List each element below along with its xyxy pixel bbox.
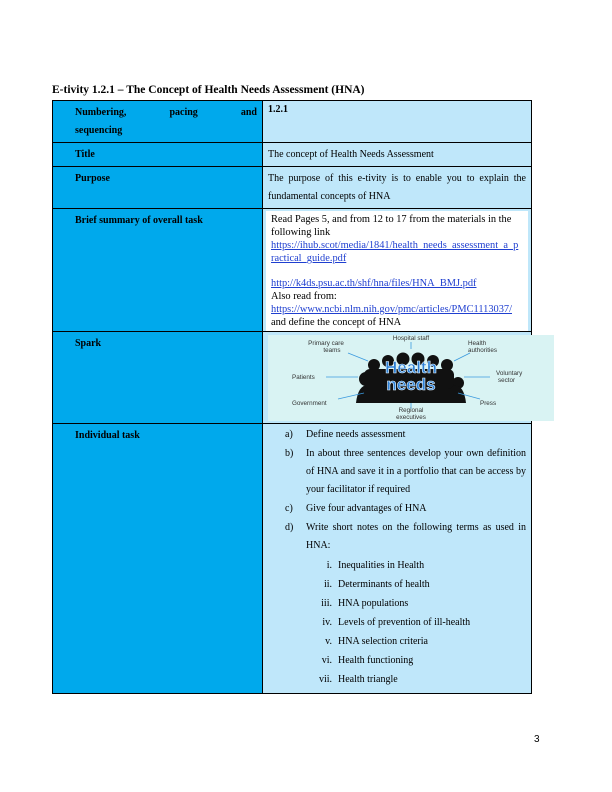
- label-government: Government: [292, 400, 327, 407]
- row-individual-task: [53, 424, 532, 694]
- list-item: [268, 651, 526, 670]
- row-spark: [53, 332, 532, 424]
- task-text: In about three sentences develop your own definition of HNA and save it in a portfolio that can be access by your facilitator if required: [306, 448, 526, 495]
- spark-label: Spark: [53, 332, 263, 424]
- label-health-authorities-2: authorities: [468, 347, 498, 354]
- list-item: [268, 500, 526, 518]
- task-text: Define needs assessment: [306, 429, 406, 440]
- numbering-label-word1: Numbering,: [75, 107, 127, 118]
- task-marker: d): [285, 522, 294, 533]
- summary-also: Also read from:: [271, 291, 337, 302]
- etivity-table: [52, 100, 532, 694]
- label-primary-care-1: Primary care: [308, 340, 344, 347]
- term-text: Inequalities in Health: [338, 560, 425, 571]
- numbering-label-word3: and: [240, 107, 257, 118]
- spark-cell: [263, 332, 532, 424]
- term-numeral: iv.: [322, 617, 332, 628]
- link-ihub-1[interactable]: https://ihub.scot/media/1841/health_needs_assessment_a_p: [271, 240, 519, 251]
- term-list: [268, 556, 526, 689]
- task-marker: c): [285, 503, 293, 514]
- individual-task-label: Individual task: [53, 424, 263, 694]
- row-title: [53, 143, 532, 167]
- numbering-label: [53, 101, 263, 143]
- numbering-label-line2: sequencing: [75, 125, 123, 136]
- task-text: Give four advantages of HNA: [306, 503, 427, 514]
- term-numeral: v.: [325, 636, 332, 647]
- list-item: [268, 594, 526, 613]
- term-text: Health triangle: [338, 674, 398, 685]
- task-marker: b): [285, 448, 294, 459]
- term-text: HNA populations: [338, 598, 409, 609]
- term-numeral: i.: [326, 560, 332, 571]
- term-numeral: iii.: [321, 598, 332, 609]
- row-purpose: [53, 167, 532, 209]
- title-value: The concept of Health Needs Assessment: [263, 143, 532, 167]
- row-summary: [53, 209, 532, 332]
- link-k4ds[interactable]: http://k4ds.psu.ac.th/shf/hna/files/HNA_BMJ.pdf: [271, 278, 477, 289]
- term-text: Determinants of health: [338, 579, 430, 590]
- numbering-value: 1.2.1: [263, 101, 532, 143]
- list-item: [268, 519, 526, 555]
- list-item: [268, 556, 526, 575]
- health-needs-diagram: [268, 335, 554, 421]
- label-voluntary-2: sector: [498, 377, 516, 384]
- term-text: Levels of prevention of ill-health: [338, 617, 471, 628]
- title-label: Title: [53, 143, 263, 167]
- link-ncbi[interactable]: https://www.ncbi.nlm.nih.gov/pmc/articles/PMC1113037/: [271, 304, 512, 315]
- term-text: Health functioning: [338, 655, 414, 666]
- task-marker: a): [285, 429, 293, 440]
- list-item: [268, 613, 526, 632]
- page-heading: E-tivity 1.2.1 – The Concept of Health Needs Assessment (HNA): [52, 84, 365, 96]
- summary-outro: and define the concept of HNA: [271, 317, 402, 328]
- summary-label: Brief summary of overall task: [53, 209, 263, 332]
- list-item: [268, 445, 526, 499]
- label-health-authorities-1: Health: [468, 340, 487, 347]
- individual-task-cell: [263, 424, 532, 694]
- label-regional-2: executives: [396, 414, 426, 421]
- label-hospital-staff: Hospital staff: [392, 335, 430, 342]
- term-text: HNA selection criteria: [338, 636, 428, 647]
- numbering-label-word2: pacing: [169, 107, 198, 118]
- list-item: [268, 426, 526, 444]
- label-regional-1: Regional: [398, 407, 424, 414]
- summary-intro: Read Pages 5, and from 12 to 17 from the materials in the following link: [271, 214, 512, 238]
- task-text: Write short notes on the following terms as used in HNA:: [306, 522, 526, 551]
- summary-cell: [263, 209, 532, 332]
- task-list: [268, 426, 526, 555]
- purpose-label: Purpose: [53, 167, 263, 209]
- term-numeral: vi.: [321, 655, 332, 666]
- summary-box: [266, 211, 528, 331]
- list-item: [268, 670, 526, 689]
- list-item: [268, 632, 526, 651]
- list-item: [268, 575, 526, 594]
- label-patients: Patients: [292, 374, 315, 381]
- diagram-center-line2: needs: [386, 375, 436, 394]
- term-numeral: vii.: [318, 674, 332, 685]
- term-numeral: ii.: [323, 579, 332, 590]
- label-primary-care-2: teams: [323, 347, 341, 354]
- label-press: Press: [480, 400, 497, 407]
- row-numbering: [53, 101, 532, 143]
- diagram-center-line1: Health: [385, 358, 437, 377]
- purpose-value: The purpose of this e-tivity is to enable you to explain the fundamental concepts of HNA: [263, 167, 532, 209]
- label-voluntary-1: Voluntary: [496, 370, 523, 377]
- link-ihub-2[interactable]: ractical_guide.pdf: [271, 253, 347, 264]
- page-number: 3: [534, 734, 540, 745]
